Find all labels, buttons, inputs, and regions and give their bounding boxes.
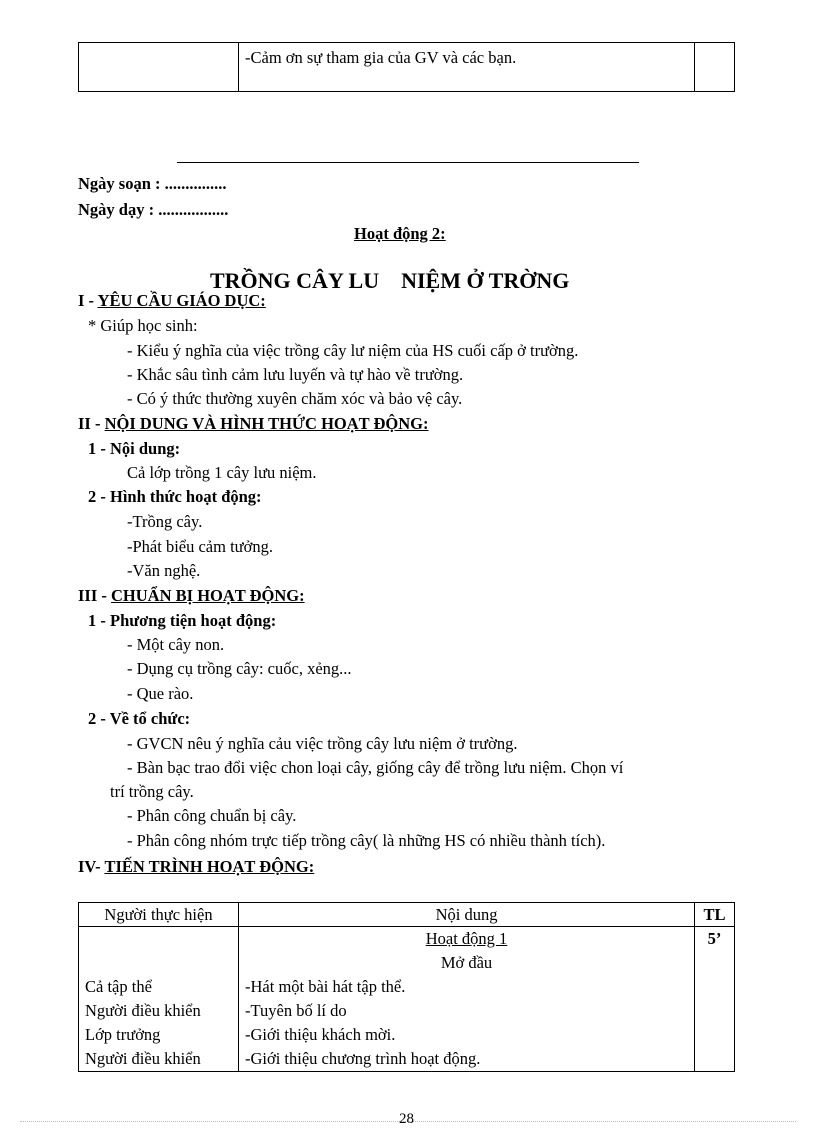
who-line: Cả tập thể	[85, 977, 152, 996]
section1-title: YÊU CẦU GIÁO DỤC:	[97, 291, 266, 310]
section3-sub2-item: - GVCN nêu ý nghĩa cảu việc trồng cây lưu niệm ở trường.	[127, 734, 518, 753]
section2-sub1-title: 1 - Nội dung:	[88, 439, 181, 458]
section1-intro: * Giúp học sinh:	[88, 316, 198, 335]
cell-time	[695, 927, 735, 1072]
separator-line	[177, 162, 639, 163]
section4-title: TIẾN TRÌNH HOẠT ĐỘNG:	[104, 857, 315, 876]
section2-heading	[78, 414, 429, 434]
who-line: Lớp trưởng	[85, 1025, 161, 1044]
section3-heading	[78, 586, 305, 606]
section1-heading	[78, 291, 266, 311]
section3-sub2-item: trí trồng cây.	[110, 782, 194, 801]
cell-who	[79, 927, 239, 1072]
header-content-label: Nội dung	[435, 904, 498, 924]
content-line: -Giới thiệu chương trình hoạt động.	[245, 1049, 481, 1068]
who-line: Người điều khiển	[85, 1049, 201, 1068]
content-line: -Hát một bài hát tập thể.	[245, 977, 406, 996]
section2-sub2-item: -Phát biểu cảm tưởng.	[127, 537, 273, 556]
section3-sub2-item: - Bàn bạc trao đổi việc chon loại cây, giống cây để trồng lưu niệm. Chọn ví	[127, 758, 624, 777]
header-time-label: TL	[703, 904, 726, 924]
section3-sub2-item: - Phân công nhóm trực tiếp trồng cây( là những HS có nhiều thành tích).	[127, 831, 606, 850]
content-line: -Giới thiệu khách mời.	[245, 1025, 396, 1044]
section2-sub2-title: 2 - Hình thức hoạt động:	[88, 487, 262, 506]
section3-sub2-title: 2 - Về tổ chức:	[88, 709, 191, 728]
content-line: -Tuyên bố lí do	[245, 1001, 347, 1020]
activity-label: Hoạt động 2:	[354, 224, 446, 243]
section3-sub1-item: - Một cây non.	[127, 635, 225, 654]
time-value: 5’	[707, 929, 722, 948]
section1-item: - Khắc sâu tình cảm lưu luyến và tự hào về trường.	[127, 365, 464, 384]
activity1-title: Hoạt động 1	[425, 929, 508, 948]
table-header-row	[79, 903, 735, 927]
top-table-cell-who	[79, 43, 239, 92]
section3-sub2-item: - Phân công chuẩn bị cây.	[127, 806, 297, 825]
progress-table	[78, 902, 735, 1072]
header-who	[79, 903, 239, 927]
table-row	[79, 927, 735, 1072]
section1-item: - Kiểu ý nghĩa của việc trồng cây lư niệm của HS cuối cấp ở trường.	[127, 341, 579, 360]
ngay-soan: Ngày soạn : ...............	[78, 174, 227, 193]
section2-prefix: II -	[78, 414, 105, 433]
header-who-label: Người thực hiện	[104, 904, 213, 924]
section3-sub1-title: 1 - Phương tiện hoạt động:	[88, 611, 277, 630]
header-time	[695, 903, 735, 927]
page-number: 28	[399, 1111, 414, 1127]
section4-heading	[78, 857, 314, 877]
section4-prefix: IV-	[78, 857, 105, 876]
section3-prefix: III -	[78, 586, 112, 605]
section3-sub1-item: - Que rào.	[127, 684, 194, 703]
section1-item: - Có ý thức thường xuyên chăm xóc và bảo vệ cây.	[127, 389, 463, 408]
header-content	[239, 903, 695, 927]
who-line: Người điều khiển	[85, 1001, 201, 1020]
section2-sub2-item: -Văn nghệ.	[127, 561, 201, 580]
section2-sub1-text: Cả lớp trồng 1 cây lưu niệm.	[127, 463, 317, 482]
section3-sub1-item: - Dụng cụ trồng cây: cuốc, xẻng...	[127, 659, 352, 678]
section2-sub2-item: -Trồng cây.	[127, 512, 203, 531]
top-table-cell-content	[239, 43, 695, 92]
top-table-cell-time	[695, 43, 735, 92]
section3-title: CHUẨN BỊ HOẠT ĐỘNG:	[111, 586, 305, 605]
activity1-subtitle: Mở đầu	[440, 953, 493, 972]
top-table	[78, 42, 735, 92]
cell-content	[239, 927, 695, 1072]
thanks-text: -Cảm ơn sự tham gia của GV và các bạn.	[245, 48, 517, 67]
section1-prefix: I -	[78, 291, 98, 310]
section2-title: NỘI DUNG VÀ HÌNH THỨC HOẠT ĐỘNG:	[104, 414, 429, 433]
page-title: TRỒNG CÂY LU NIỆM Ở TRỜNG	[210, 268, 570, 293]
ngay-day: Ngày dạy : .................	[78, 200, 229, 219]
